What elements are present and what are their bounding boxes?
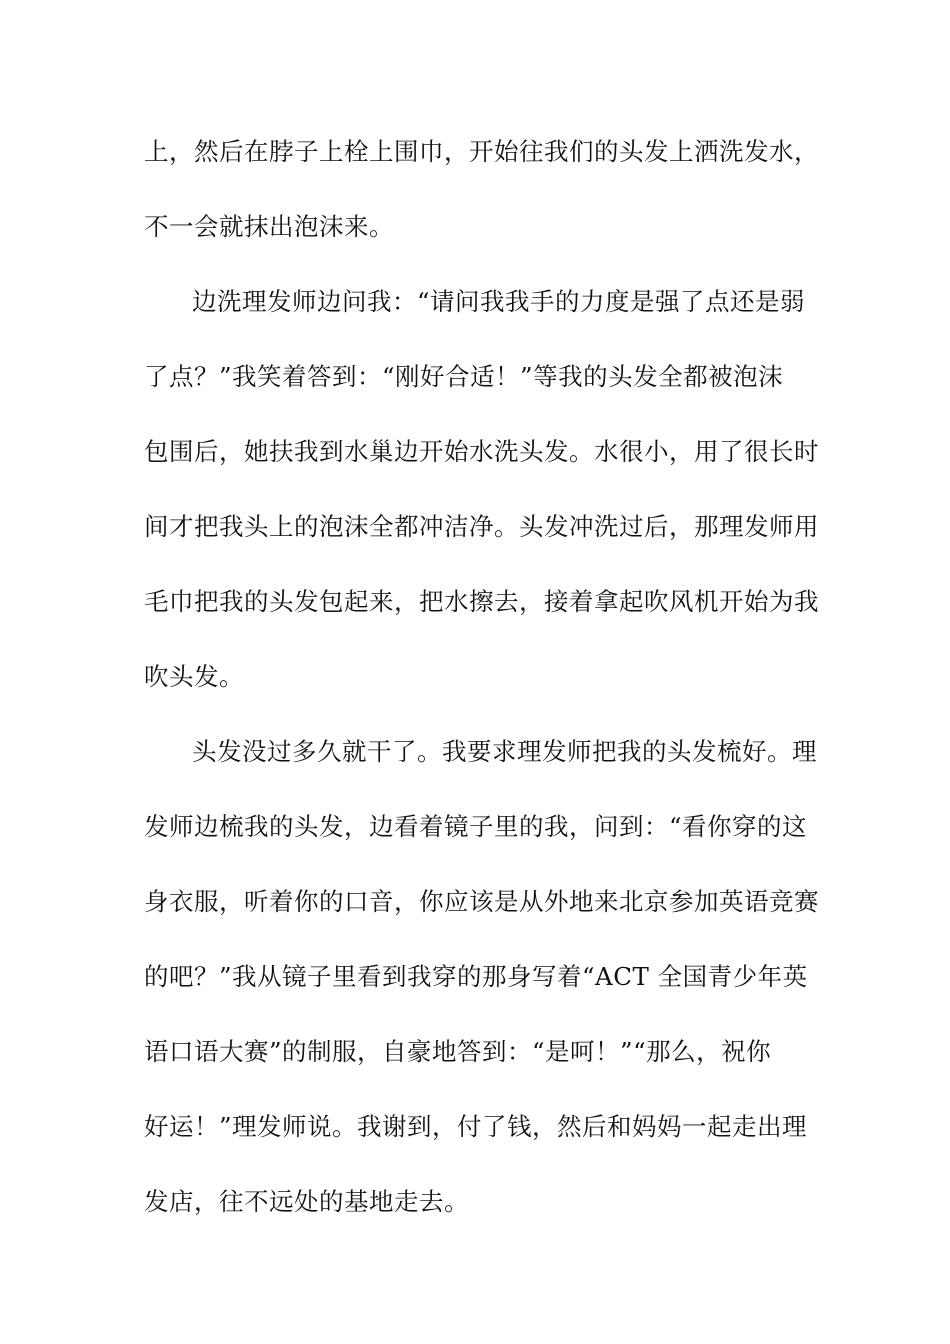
text-line: 语口语大赛”的制服，自豪地答到：“是呵！”“那么，祝你 xyxy=(144,1037,772,1066)
text-line: 了点？”我笑着答到：“刚好合适！”等我的头发全都被泡沫 xyxy=(144,362,784,391)
text-line: 吹头发。 xyxy=(144,662,244,691)
text-line: 的吧？”我从镜子里看到我穿的那身写着“ACT 全国青少年英 xyxy=(144,962,808,991)
text-line: 发店，往不远处的基地走去。 xyxy=(144,1187,469,1216)
paragraph-start-line: 边洗理发师边问我：“请问我我手的力度是强了点还是弱 xyxy=(192,287,806,316)
paragraph-start-line: 头发没过多久就干了。我要求理发师把我的头发梳好。理 xyxy=(192,737,817,766)
text-line: 不一会就抹出泡沫来。 xyxy=(144,212,394,241)
text-line: 身衣服，听着你的口音，你应该是从外地来北京参加英语竞赛 xyxy=(144,887,819,916)
text-line: 发师边梳我的头发，边看着镜子里的我，问到：“看你穿的这 xyxy=(144,812,808,841)
text-line: 好运！”理发师说。我谢到，付了钱，然后和妈妈一起走出理 xyxy=(144,1112,808,1141)
text-line: 间才把我头上的泡沫全都冲洁净。头发冲洗过后，那理发师用 xyxy=(144,512,819,541)
text-line: 包围后，她扶我到水巢边开始水洗头发。水很小，用了很长时 xyxy=(144,437,819,466)
text-line: 毛巾把我的头发包起来，把水擦去，接着拿起吹风机开始为我 xyxy=(144,587,819,616)
text-line: 上，然后在脖子上栓上围巾，开始往我们的头发上洒洗发水， xyxy=(144,137,819,166)
body-text xyxy=(144,132,819,1257)
